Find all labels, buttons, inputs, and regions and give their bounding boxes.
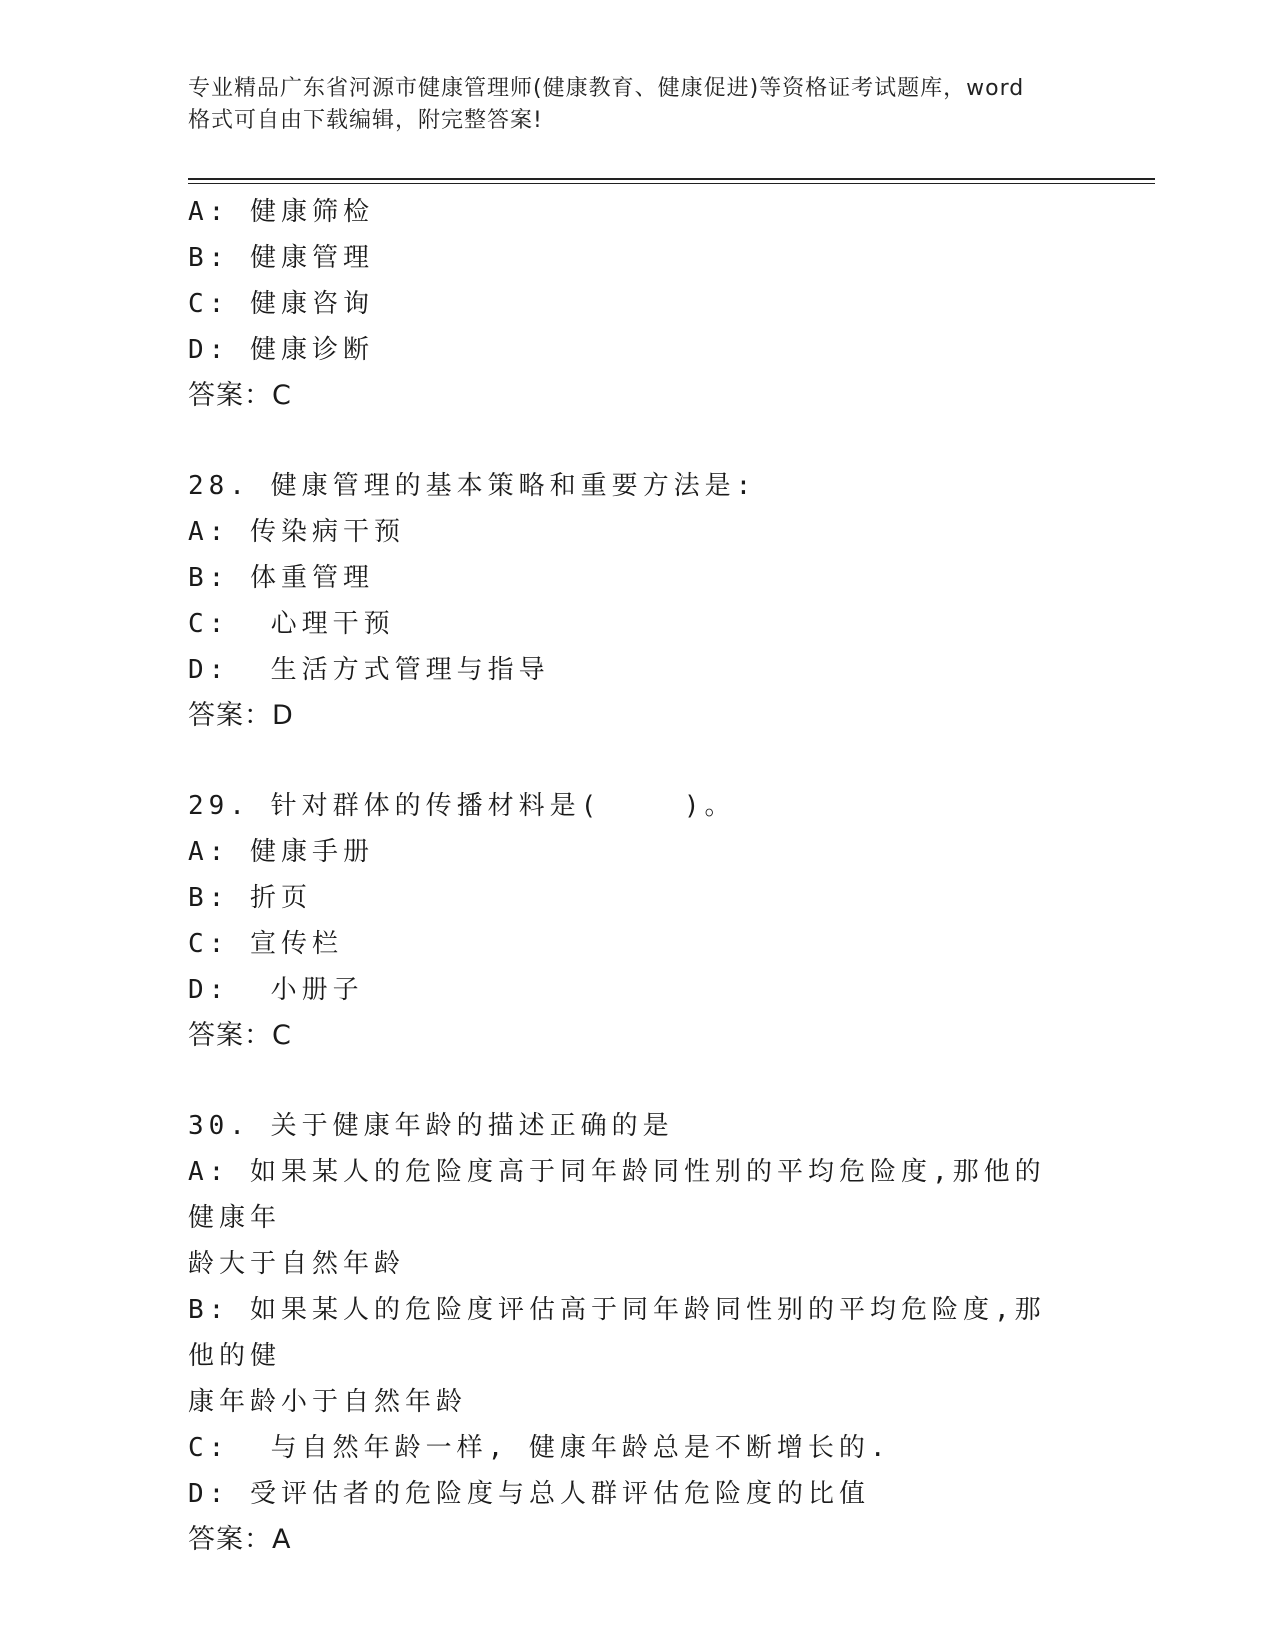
option-a: A: 健康筛检 — [188, 197, 374, 227]
header-divider-thick — [188, 178, 1155, 180]
option-c: C: 健康咨询 — [188, 289, 374, 319]
answer-line: 答案：A — [188, 1524, 292, 1555]
question-27-continued — [188, 189, 1068, 419]
question-stem: 30. 关于健康年龄的描述正确的是 — [188, 1111, 674, 1141]
question-stem: 28. 健康管理的基本策略和重要方法是: — [188, 471, 757, 501]
question-28 — [188, 463, 1068, 739]
spacer — [188, 419, 1068, 463]
option-b: B: 折页 — [188, 883, 312, 913]
option-d: D: 生活方式管理与指导 — [188, 655, 550, 685]
option-b: B: 健康管理 — [188, 243, 374, 273]
answer-line: 答案：C — [188, 1020, 292, 1051]
option-a: A: 如果某人的危险度高于同年龄同性别的平均危险度,那他的健康年 龄大于自然年龄 — [188, 1157, 1046, 1279]
question-stem: 29. 针对群体的传播材料是( )。 — [188, 791, 736, 821]
answer-line: 答案：D — [188, 700, 294, 731]
option-a: A: 健康手册 — [188, 837, 374, 867]
question-30 — [188, 1103, 1068, 1563]
option-d: D: 健康诊断 — [188, 335, 374, 365]
header-divider-thin — [188, 183, 1155, 184]
question-29 — [188, 783, 1068, 1059]
answer-line: 答案：C — [188, 380, 292, 411]
document-header: 专业精品广东省河源市健康管理师(健康教育、健康促进)等资格证考试题库，word 格式可自由下载编辑，附完整答案! — [188, 76, 1025, 133]
option-b: B: 如果某人的危险度评估高于同年龄同性别的平均危险度,那他的健 康年龄小于自然年龄 — [188, 1295, 1046, 1417]
option-c: C: 与自然年龄一样, 健康年龄总是不断增长的. — [188, 1433, 891, 1463]
option-c: C: 宣传栏 — [188, 929, 343, 959]
option-b: B: 体重管理 — [188, 563, 374, 593]
question-list — [188, 189, 1068, 1563]
option-a: A: 传染病干预 — [188, 517, 405, 547]
option-d: D: 受评估者的危险度与总人群评估危险度的比值 — [188, 1479, 870, 1509]
spacer — [188, 739, 1068, 783]
option-d: D: 小册子 — [188, 975, 364, 1005]
spacer — [188, 1059, 1068, 1103]
option-c: C: 心理干预 — [188, 609, 395, 639]
